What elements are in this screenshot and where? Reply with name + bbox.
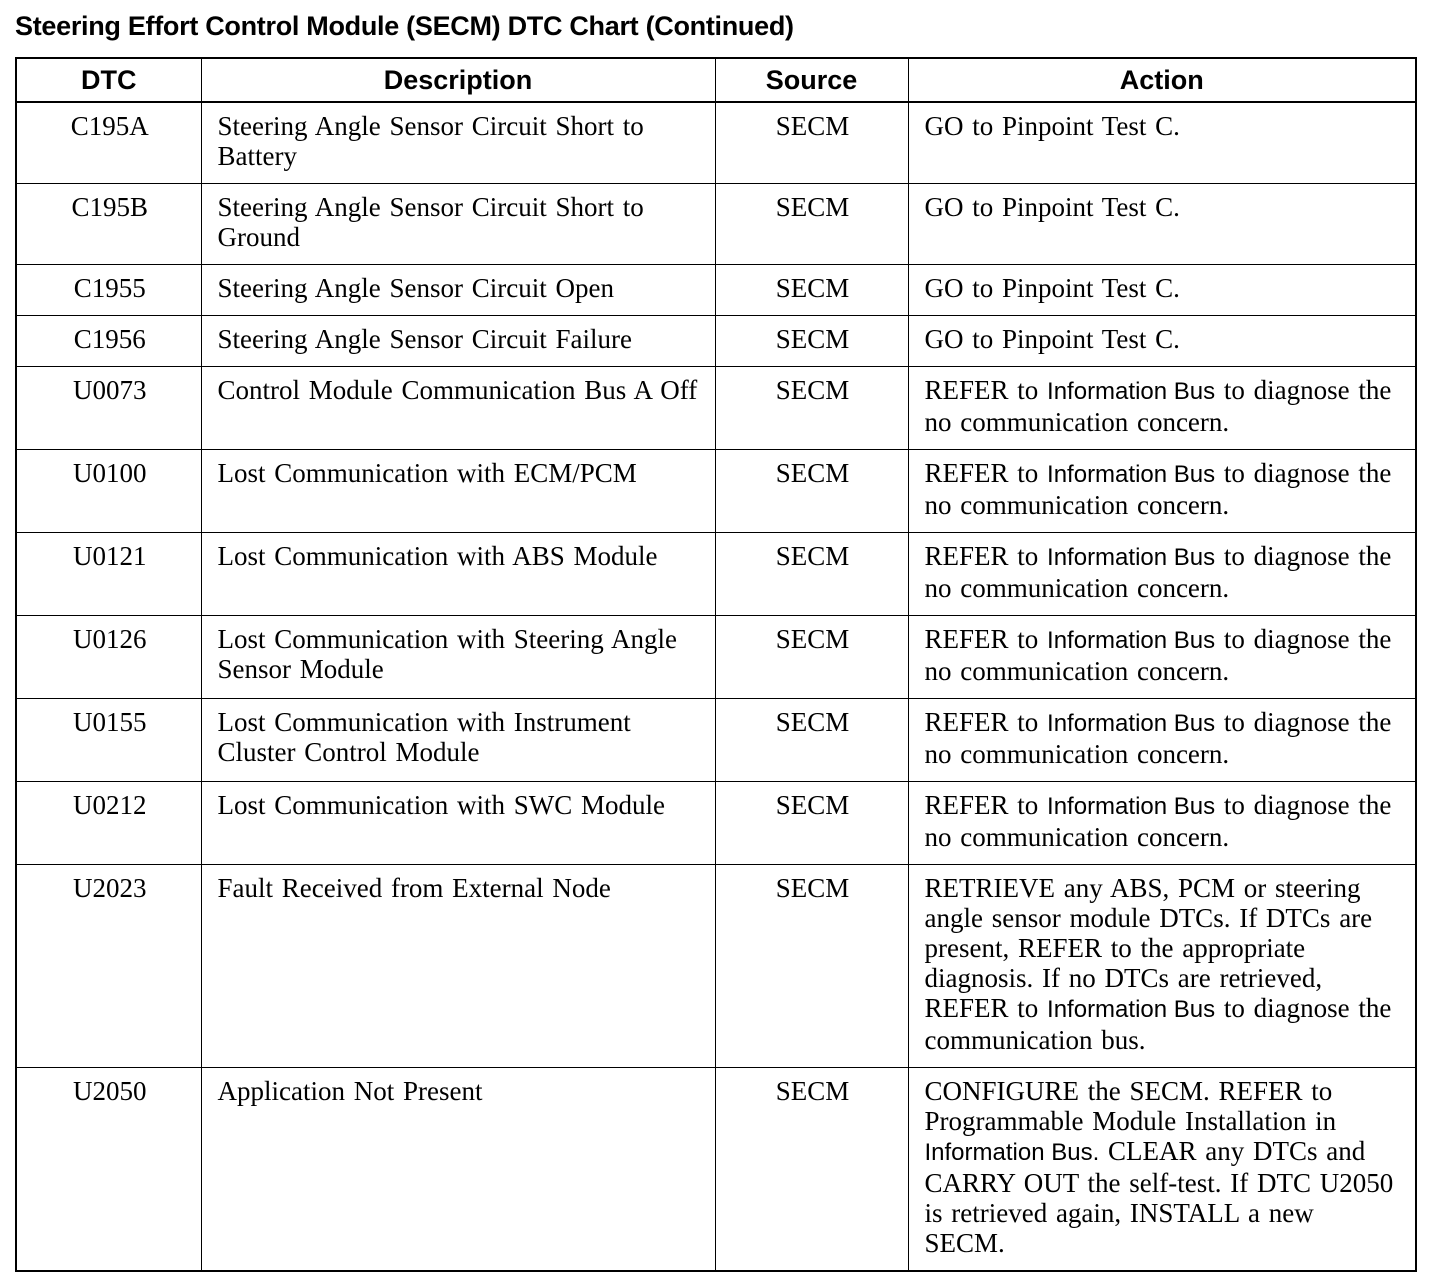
dtc-source: SECM: [715, 316, 908, 367]
dtc-source: SECM: [715, 102, 908, 184]
dtc-table: [15, 57, 1417, 1272]
dtc-code: C195B: [16, 184, 201, 265]
action-text: REFER to: [924, 458, 1039, 488]
dtc-source: SECM: [715, 450, 908, 533]
dtc-code: U0121: [16, 533, 201, 616]
dtc-description: Lost Communication with Steering Angle Sensor Module: [201, 616, 715, 699]
dtc-code: U0212: [16, 782, 201, 865]
dtc-action: [908, 533, 1416, 616]
information-bus-reference: Information Bus: [1047, 461, 1216, 488]
action-text: to diagnose the no communication concern.: [924, 458, 1392, 520]
dtc-source: SECM: [715, 1068, 908, 1272]
dtc-source: SECM: [715, 782, 908, 865]
table-row: [16, 865, 1416, 1068]
information-bus-reference: Information Bus: [1047, 378, 1216, 405]
header-row: [16, 58, 1416, 102]
dtc-description: Control Module Communication Bus A Off: [201, 367, 715, 450]
dtc-source: SECM: [715, 865, 908, 1068]
information-bus-reference: Information Bus: [1047, 627, 1216, 654]
dtc-source: SECM: [715, 265, 908, 316]
information-bus-reference: Information Bus: [1047, 544, 1216, 571]
dtc-code: C195A: [16, 102, 201, 184]
dtc-source: SECM: [715, 699, 908, 782]
dtc-code: C1955: [16, 265, 201, 316]
table-row: [16, 616, 1416, 699]
table-row: [16, 699, 1416, 782]
dtc-action: GO to Pinpoint Test C.: [908, 184, 1416, 265]
dtc-code: U0073: [16, 367, 201, 450]
dtc-description: Steering Angle Sensor Circuit Open: [201, 265, 715, 316]
information-bus-reference: Information Bus: [1047, 710, 1216, 737]
action-text: to diagnose the communication bus.: [924, 993, 1392, 1055]
action-text: to diagnose the no communication concern.: [924, 375, 1392, 437]
table-row: [16, 102, 1416, 184]
information-bus-reference: Information Bus.: [924, 1139, 1100, 1166]
action-text: to diagnose the no communication concern.: [924, 541, 1392, 603]
action-text: to diagnose the no communication concern.: [924, 624, 1392, 686]
table-row: [16, 367, 1416, 450]
dtc-description: Steering Angle Sensor Circuit Short to Battery: [201, 102, 715, 184]
header-action: Action: [908, 58, 1416, 102]
dtc-code: U0126: [16, 616, 201, 699]
dtc-code: U0100: [16, 450, 201, 533]
dtc-action: [908, 865, 1416, 1068]
table-row: [16, 450, 1416, 533]
action-text: CLEAR any DTCs and CARRY OUT the self-test. If DTC U2050 is retrieved again, INSTALL a new SECM.: [924, 1136, 1394, 1258]
action-text: REFER to: [924, 707, 1039, 737]
dtc-source: SECM: [715, 184, 908, 265]
dtc-action: GO to Pinpoint Test C.: [908, 265, 1416, 316]
action-text: to diagnose the no communication concern.: [924, 790, 1392, 852]
action-text: REFER to: [924, 375, 1039, 405]
dtc-action: [908, 1068, 1416, 1272]
table-row: [16, 265, 1416, 316]
dtc-code: U2023: [16, 865, 201, 1068]
action-text: REFER to: [924, 624, 1039, 654]
dtc-description: Lost Communication with Instrument Cluster Control Module: [201, 699, 715, 782]
header-description: Description: [201, 58, 715, 102]
action-text: REFER to: [924, 541, 1039, 571]
action-text: REFER to: [924, 790, 1039, 820]
dtc-source: SECM: [715, 533, 908, 616]
dtc-action: [908, 616, 1416, 699]
dtc-source: SECM: [715, 367, 908, 450]
dtc-action: [908, 699, 1416, 782]
dtc-action: GO to Pinpoint Test C.: [908, 102, 1416, 184]
dtc-description: Lost Communication with ABS Module: [201, 533, 715, 616]
information-bus-reference: Information Bus: [1047, 996, 1216, 1023]
action-text: RETRIEVE any ABS, PCM or steering angle sensor module DTCs. If DTCs are present, REFER to the appropriate diagnosis. If no DTCs are retrieved, REFER to: [924, 873, 1373, 1023]
dtc-action: GO to Pinpoint Test C.: [908, 316, 1416, 367]
dtc-code: U0155: [16, 699, 201, 782]
action-text: to diagnose the no communication concern.: [924, 707, 1392, 769]
table-row: [16, 782, 1416, 865]
dtc-source: SECM: [715, 616, 908, 699]
dtc-description: Steering Angle Sensor Circuit Failure: [201, 316, 715, 367]
header-source: Source: [715, 58, 908, 102]
table-row: [16, 1068, 1416, 1272]
action-text: CONFIGURE the SECM. REFER to Programmable Module Installation in: [924, 1076, 1337, 1136]
dtc-description: Lost Communication with SWC Module: [201, 782, 715, 865]
information-bus-reference: Information Bus: [1047, 793, 1216, 820]
dtc-code: U2050: [16, 1068, 201, 1272]
header-dtc: DTC: [16, 58, 201, 102]
dtc-action: [908, 782, 1416, 865]
dtc-action: [908, 367, 1416, 450]
table-row: [16, 533, 1416, 616]
table-row: [16, 184, 1416, 265]
dtc-description: Steering Angle Sensor Circuit Short to Ground: [201, 184, 715, 265]
table-row: [16, 316, 1416, 367]
page-title: Steering Effort Control Module (SECM) DTC Chart (Continued): [15, 11, 794, 41]
dtc-code: C1956: [16, 316, 201, 367]
dtc-description: Application Not Present: [201, 1068, 715, 1272]
dtc-description: Fault Received from External Node: [201, 865, 715, 1068]
dtc-description: Lost Communication with ECM/PCM: [201, 450, 715, 533]
dtc-action: [908, 450, 1416, 533]
